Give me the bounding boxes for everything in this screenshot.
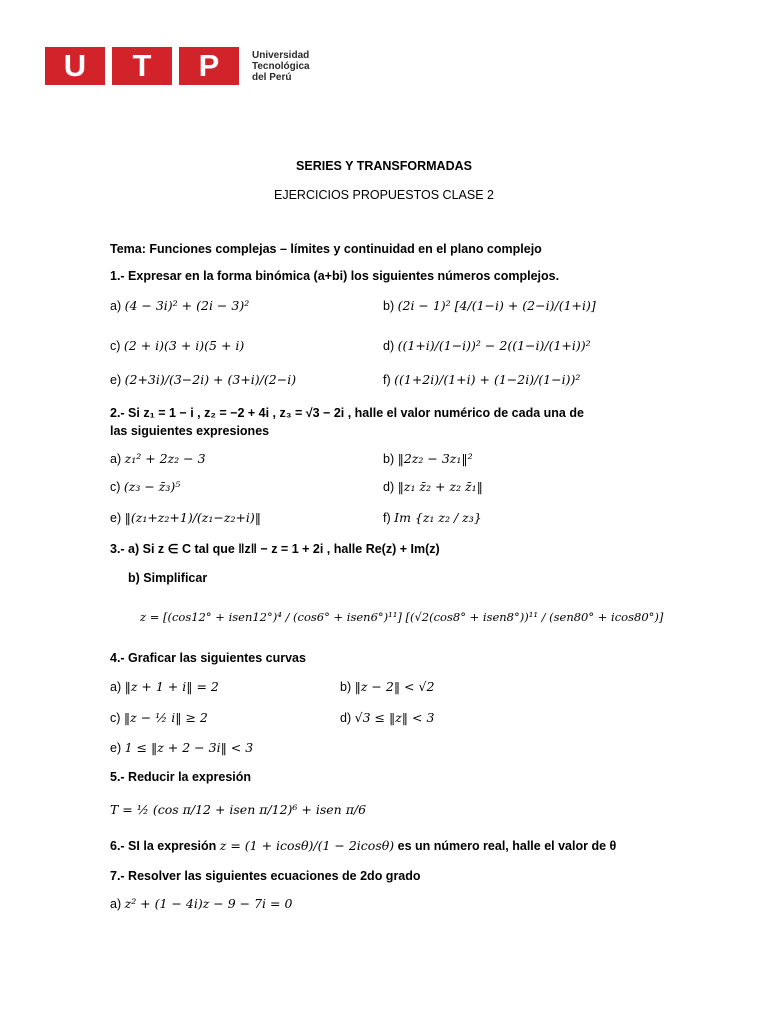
q1-item-f: f) ((1+2i)/(1+i) + (1−2i)/(1−i))²: [383, 372, 581, 387]
topic-heading: Tema: Funciones complejas – límites y continuidad en el plano complejo: [110, 242, 542, 256]
q1-prompt: 1.- Expresar en la forma binómica (a+bi) los siguientes números complejos.: [110, 269, 560, 283]
q7-prompt: 7.- Resolver las siguientes ecuaciones de 2do grado: [110, 869, 421, 883]
q6-prompt: 6.- SI la expresión z = (1 + icosθ)/(1 − 2icosθ) es un número real, halle el valor de θ: [110, 838, 617, 853]
q4-item-c: c) ‖z − ½ i‖ ≥ 2: [110, 710, 208, 725]
logo-letter-t: T: [112, 47, 172, 85]
q3-prompt-a: 3.- a) Si z ∈ C tal que ‖z‖ − z = 1 + 2i , halle Re(z) + Im(z): [110, 542, 440, 556]
q3-expression: z = [(cos12° + isen12°)⁴ / (cos6° + isen6°)¹¹] [(√2(cos8° + isen8°))¹¹ / (sen80° + icos80°)]: [140, 610, 664, 624]
q1-item-a: a) (4 − 3i)² + (2i − 3)²: [110, 298, 250, 313]
q2-item-e: e) ‖(z₁+z₂+1)/(z₁−z₂+i)‖: [110, 510, 262, 525]
q1-item-b: b) (2i − 1)² [4/(1−i) + (2−i)/(1+i)]: [383, 298, 596, 313]
q3-prompt-b: b) Simplificar: [128, 571, 208, 585]
q4-item-b: b) ‖z − 2‖ < √2: [340, 679, 435, 694]
q4-prompt: 4.- Graficar las siguientes curvas: [110, 651, 306, 665]
q5-prompt: 5.- Reducir la expresión: [110, 770, 252, 784]
q4-item-e: e) 1 ≤ ‖z + 2 − 3i‖ < 3: [110, 740, 254, 755]
document-subtitle: EJERCICIOS PROPUESTOS CLASE 2: [274, 188, 494, 202]
q2-item-d: d) ‖z₁ z̄₂ + z₂ z̄₁‖: [383, 479, 483, 494]
logo-letter-p: P: [179, 47, 239, 85]
q1-item-c: c) (2 + i)(3 + i)(5 + i): [110, 338, 245, 353]
q2-item-b: b) ‖2z₂ − 3z₁‖²: [383, 451, 473, 466]
q2-prompt: 2.- Si z₁ = 1 − i , z₂ = −2 + 4i , z₃ = √3 − 2i , halle el valor numérico de cada una de: [110, 406, 584, 420]
q5-expression: T = ½ (cos π/12 + isen π/12)⁶ + isen π/6: [110, 802, 367, 817]
document-title: SERIES Y TRANSFORMADAS: [296, 159, 472, 173]
q2-item-c: c) (z₃ − z̄₃)⁵: [110, 479, 181, 494]
utp-logo: [45, 47, 310, 85]
logo-letter-u: U: [45, 47, 105, 85]
q2-prompt-cont: las siguientes expresiones: [110, 424, 270, 438]
logo-university-name: Universidad Tecnológica del Perú: [252, 49, 310, 83]
q1-item-d: d) ((1+i)/(1−i))² − 2((1−i)/(1+i))²: [383, 338, 591, 353]
q7-item-a: a) z² + (1 − 4i)z − 9 − 7i = 0: [110, 896, 293, 911]
q4-item-a: a) ‖z + 1 + i‖ = 2: [110, 679, 219, 694]
q2-item-f: f) Im {z₁ z₂ / z₃}: [383, 510, 482, 525]
q1-item-e: e) (2+3i)/(3−2i) + (3+i)/(2−i): [110, 372, 297, 387]
q4-item-d: d) √3 ≤ ‖z‖ < 3: [340, 710, 435, 725]
q2-item-a: a) z₁² + 2z₂ − 3: [110, 451, 206, 466]
